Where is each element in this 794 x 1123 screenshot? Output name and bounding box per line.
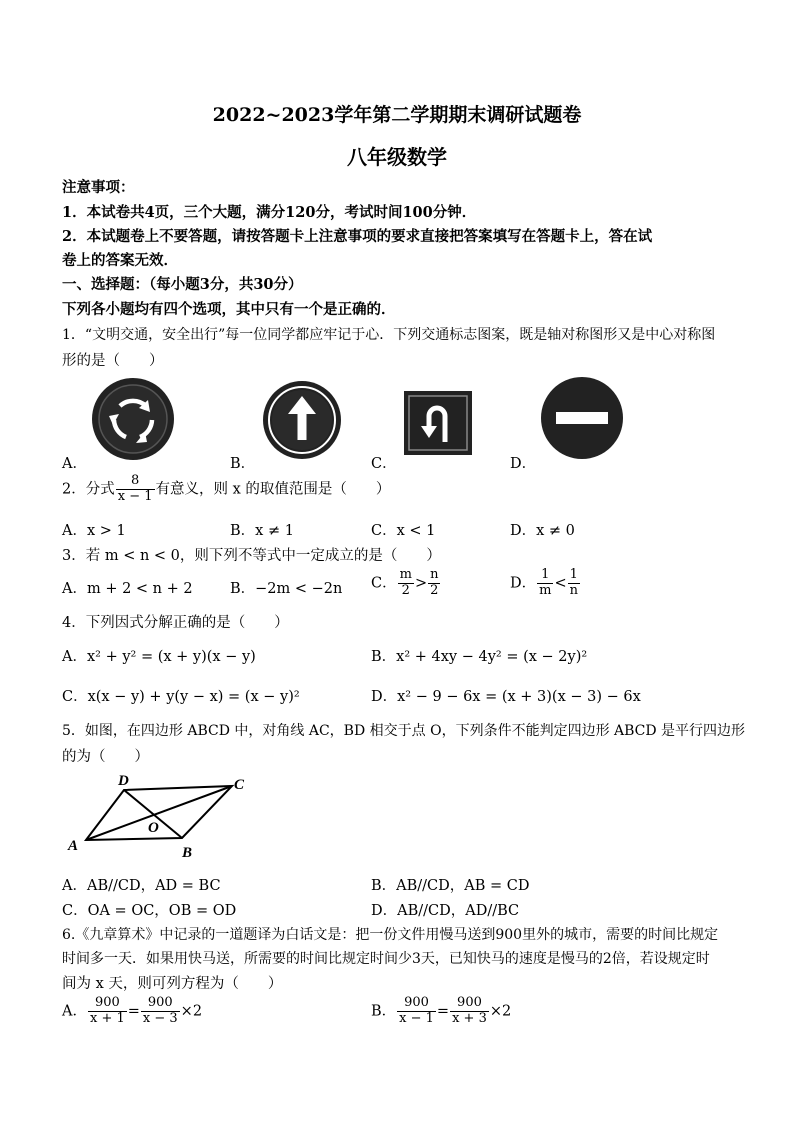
q3-option-d [510,568,581,599]
q6-a-den-2: x − 3 [142,1010,178,1026]
u-turn-sign-icon [403,390,473,456]
q3-c-den-2: 2 [430,582,439,598]
q2-prefix: 2．分式 [62,481,115,498]
q3-d-den-2: n [569,582,578,598]
q6-a-tail: ×2 [180,1003,203,1020]
q6-b-num-2: 900 [450,996,489,1012]
q6-a-num-1: 900 [88,996,127,1012]
q2-option-d: D．x ≠ 0 [510,523,575,539]
q4-option-a: A．x² + y² = (x + y)(x − y) [62,649,256,665]
q5-option-b: B．AB//CD，AB = CD [371,878,530,894]
section-heading: 一、选择题：（每小题3分，共30分） [62,276,303,293]
q1-option-c-label: C． [371,456,397,472]
q3-c-num-1: m [399,567,412,582]
label-c: C [234,777,245,793]
q6-b-tail: ×2 [489,1003,512,1020]
q6-b-den-2: x + 3 [452,1010,487,1026]
q1-option-d-label: D． [510,456,537,472]
notice-heading: 注意事项： [62,179,135,196]
q3-d-op: < [554,575,567,592]
q1-text: 1．“文明交通，安全出行”每一位同学都应牢记于心．下列交通标志图案，既是轴对称图形又是中心对称图 [62,327,716,343]
label-a: A [68,838,79,854]
diagonal-ac [86,786,232,840]
q1-text-cont: 形的是（ ） [62,353,164,369]
q6-a-num-2: 900 [141,996,180,1012]
q3-d-den-1: m [539,582,552,598]
q2-fraction-num: 8 [116,474,155,490]
q6-text-cont-1: 时间多一天．如果用快马送，所需要的时间比规定时间少3天，已知快马的速度是慢马的2倍，若设规定时 [62,951,710,967]
q5-option-d: D．AB//CD，AD//BC [371,903,520,919]
label-o: O [148,820,159,836]
q6-b-num-1: 900 [397,996,436,1012]
q3-option-b: B．−2m < −2n [230,581,343,597]
q3-option-d-label: D． [510,575,537,592]
q6-option-b [371,996,511,1027]
q6-option-b-label: B． [371,1003,397,1020]
parallelogram-figure [64,768,254,860]
q3-c-den-1: 2 [401,582,410,598]
q3-text: 3．若 m < n < 0，则下列不等式中一定成立的是（ ） [62,548,441,564]
q3-option-c [371,568,441,599]
q3-c-num-2: n [430,567,439,582]
q5-option-a: A．AB//CD，AD = BC [62,878,221,894]
no-entry-sign-icon [540,376,624,460]
q2-option-b: B．x ≠ 1 [230,523,294,539]
q3-d-num-2: 1 [568,568,580,584]
q3-option-c-label: C． [371,575,397,592]
q1-option-a-label: A． [62,456,87,472]
q3-c-op: > [414,575,428,592]
label-d: D [118,773,129,789]
q2-option-a: A．x > 1 [62,523,126,539]
exam-title: 2022~2023学年第二学期期末调研试题卷 [212,104,582,126]
q4-option-b: B．x² + 4xy − 4y² = (x − 2y)² [371,649,588,665]
q4-text: 4．下列因式分解正确的是（ ） [62,615,289,631]
section-instruction: 下列各小题均有四个选项，其中只有一个是正确的． [62,301,396,318]
q2-suffix: 有意义，则 x 的取值范围是（ ） [155,481,391,498]
q4-option-d: D．x² − 9 − 6x = (x + 3)(x − 3) − 6x [371,689,641,705]
q6-text: 6.《九章算术》中记录的一道题译为白话文是：把一份文件用慢马送到900里外的城市，需要的时间比规定 [62,927,719,943]
q2-option-c: C．x < 1 [371,523,436,539]
q1-option-b-label: B． [230,456,256,472]
notice-item-2: 2．本试题卷上不要答题，请按答题卡上注意事项的要求直接把答案填写在答题卡上，答在试 [62,228,653,245]
q3-option-a: A．m + 2 < n + 2 [62,581,193,597]
q5-text: 5．如图，在四边形 ABCD 中，对角线 AC，BD 相交于点 O，下列条件不能判定四边形 ABCD 是平行四边形 [62,723,746,739]
exam-subtitle: 八年级数学 [347,145,447,169]
q6-text-cont-2: 间为 x 天，则可列方程为（ ） [62,976,283,992]
q6-a-eq: = [127,1003,140,1020]
q2-fraction [116,474,155,505]
q3-d-num-1: 1 [537,568,553,584]
q6-b-eq: = [436,1003,450,1020]
notice-item-2-cont: 卷上的答案无效． [62,252,178,269]
straight-arrow-sign-icon [262,380,342,460]
q5-text-cont: 的为（ ） [62,749,149,765]
q6-option-a-label: A． [62,1003,87,1020]
q6-b-den-1: x − 1 [399,1010,434,1026]
notice-item-1: 1．本试卷共4页，三个大题，满分120分，考试时间100分钟． [62,204,477,221]
roundabout-sign-icon [90,376,176,462]
q2-text [62,474,390,505]
q2-fraction-den: x − 1 [117,488,153,504]
label-b: B [182,845,193,860]
q6-option-a [62,996,202,1027]
q5-option-c: C．OA = OC，OB = OD [62,903,237,919]
q6-a-den-1: x + 1 [89,1010,125,1026]
q4-option-c: C．x(x − y) + y(y − x) = (x − y)² [62,689,300,705]
